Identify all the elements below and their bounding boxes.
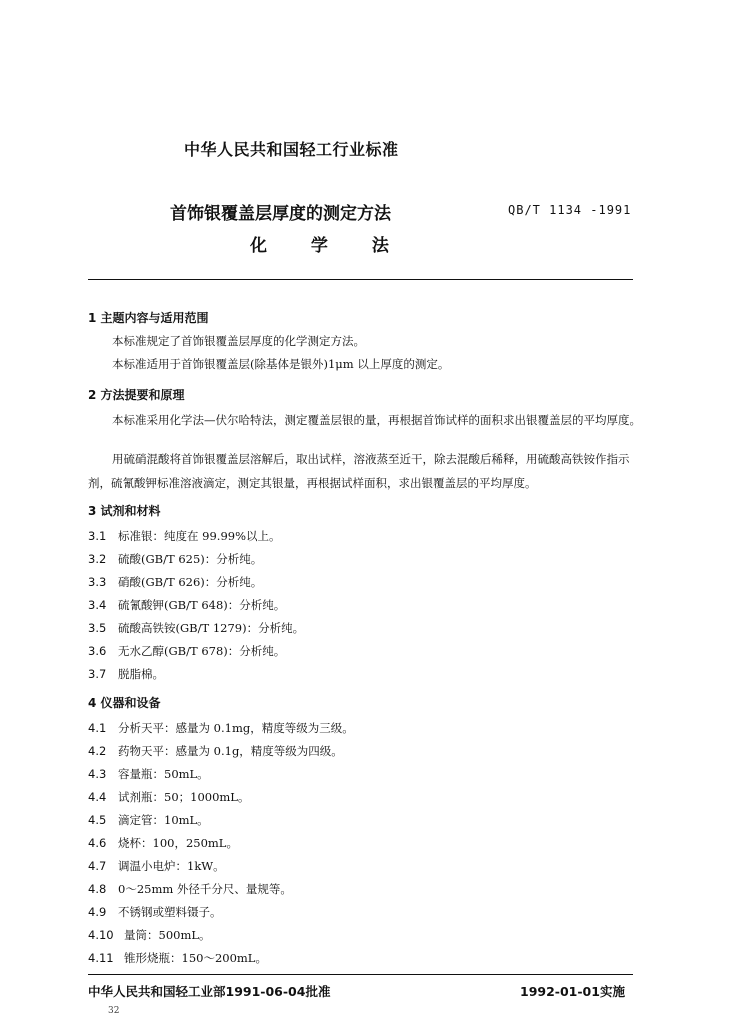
issuing-authority: 中华人民共和国轻工行业标准 bbox=[184, 140, 399, 159]
equipment-item: 4.5 滴定管：10mL。 bbox=[88, 813, 209, 827]
section-3-heading: 3 试剂和材料 bbox=[88, 504, 161, 518]
equipment-item: 4.4 试剂瓶：50；1000mL。 bbox=[88, 790, 250, 804]
footer-divider bbox=[88, 974, 633, 975]
equipment-item: 4.11 锥形烧瓶：150～200mL。 bbox=[88, 951, 267, 965]
section-1-paragraph-2: 本标准适用于首饰银覆盖层(除基体是银外)1μm 以上厚度的测定。 bbox=[112, 357, 450, 371]
equipment-item: 4.8 0～25mm 外径千分尺、量规等。 bbox=[88, 882, 292, 896]
page-number: 32 bbox=[108, 1006, 120, 1016]
equipment-item: 4.1 分析天平：感量为 0.1mg，精度等级为三级。 bbox=[88, 721, 354, 735]
reagent-item: 3.5 硫酸高铁铵(GB/T 1279)：分析纯。 bbox=[88, 621, 305, 635]
equipment-item: 4.3 容量瓶：50mL。 bbox=[88, 767, 209, 781]
reagent-item: 3.2 硫酸(GB/T 625)：分析纯。 bbox=[88, 552, 263, 566]
approval-date: 中华人民共和国轻工业部1991-06-04批准 bbox=[88, 984, 331, 999]
equipment-item: 4.6 烧杯：100，250mL。 bbox=[88, 836, 238, 850]
section-4-heading: 4 仪器和设备 bbox=[88, 696, 161, 710]
equipment-item: 4.2 药物天平：感量为 0.1g，精度等级为四级。 bbox=[88, 744, 343, 758]
reagent-item: 3.4 硫氰酸钾(GB/T 648)：分析纯。 bbox=[88, 598, 286, 612]
section-2-paragraph-1: 本标准采用化学法—伏尔哈特法，测定覆盖层银的量，再根据首饰试样的面积求出银覆盖层的平均厚度。 bbox=[112, 413, 641, 427]
header-divider bbox=[88, 279, 633, 280]
equipment-item: 4.9 不锈钢或塑料镊子。 bbox=[88, 905, 222, 919]
section-2-heading: 2 方法提要和原理 bbox=[88, 388, 185, 402]
reagent-item: 3.1 标准银：纯度在 99.99%以上。 bbox=[88, 529, 281, 543]
equipment-item: 4.7 调温小电炉：1kW。 bbox=[88, 859, 225, 873]
reagent-item: 3.6 无水乙醇(GB/T 678)：分析纯。 bbox=[88, 644, 286, 658]
reagent-item: 3.3 硝酸(GB/T 626)：分析纯。 bbox=[88, 575, 263, 589]
section-1-paragraph-1: 本标准规定了首饰银覆盖层厚度的化学测定方法。 bbox=[112, 334, 365, 348]
standard-number: QB/T 1134 -1991 bbox=[508, 203, 632, 217]
document-subtitle: 化 学 法 bbox=[250, 236, 408, 256]
document-title: 首饰银覆盖层厚度的测定方法 bbox=[170, 204, 391, 224]
section-2-paragraph-2: 用硫硝混酸将首饰银覆盖层溶解后，取出试样，溶液蒸至近干，除去混酸后稀释，用硫酸高铁铵作指示剂，硫氰酸钾标准溶液滴定，测定其银量，再根据试样面积，求出银覆盖层的平均厚度。 bbox=[88, 452, 630, 490]
reagent-item: 3.7 脱脂棉。 bbox=[88, 667, 164, 681]
equipment-item: 4.10 量筒：500mL。 bbox=[88, 928, 211, 942]
implementation-date: 1992-01-01实施 bbox=[520, 984, 625, 999]
section-1-heading: 1 主题内容与适用范围 bbox=[88, 311, 209, 325]
